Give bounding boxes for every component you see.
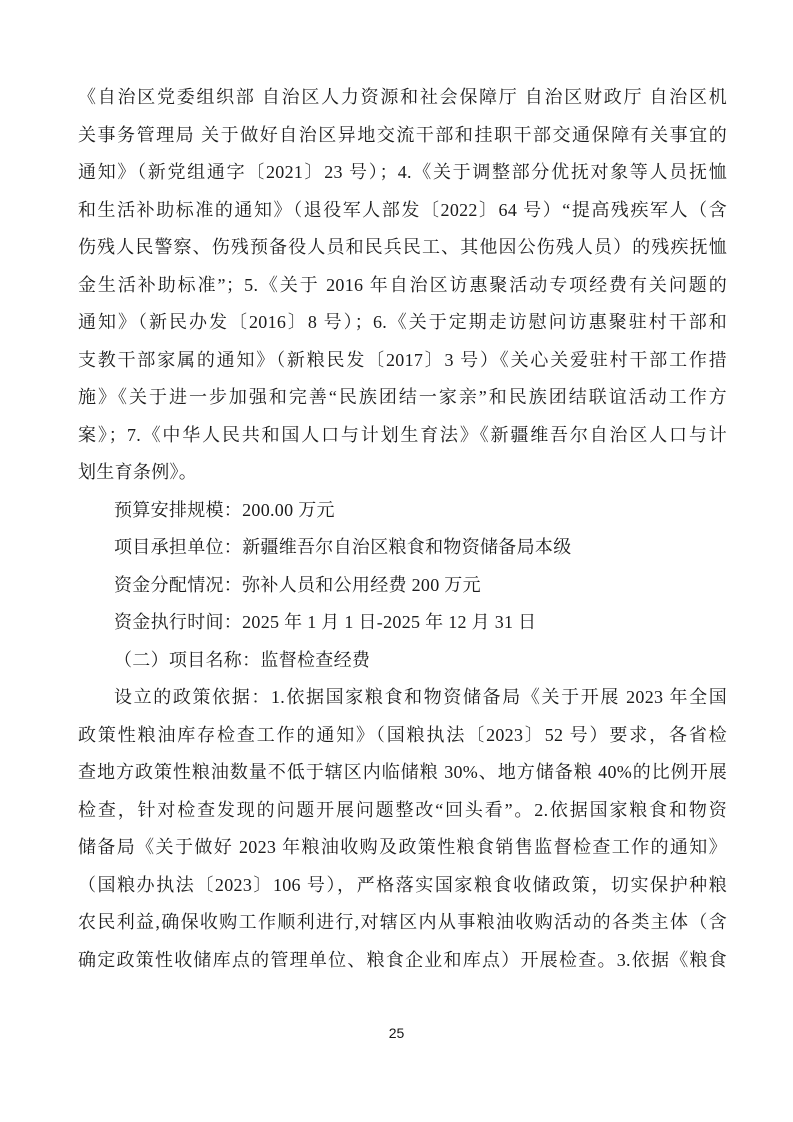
policy-basis-line: 政策性粮油库存检查工作的通知》（国粮执法〔2023〕52 号）要求，各省检	[78, 724, 727, 745]
policy-list-line: 和生活补助标准的通知》（退役军人部发〔2022〕64 号）“提高残疾军人（含	[78, 199, 727, 220]
page-footer	[0, 1025, 793, 1041]
policy-list-line: 关事务管理局 关于做好自治区异地交流干部和挂职干部交通保障有关事宜的	[78, 124, 727, 145]
policy-list-end-line: 划生育条例》。	[78, 462, 198, 482]
policy-list-line: 支教干部家属的通知》（新粮民发〔2017〕3 号）《关心关爱驻村干部工作措	[78, 349, 727, 370]
policy-basis-line: 确定政策性收储库点的管理单位、粮食企业和库点）开展检查。3.依据《粮食	[78, 949, 727, 970]
policy-basis-line: 农民利益,确保收购工作顺利进行,对辖区内从事粮油收购活动的各类主体（含	[78, 912, 727, 932]
policy-basis-line: （国粮办执法〔2023〕106 号），严格落实国家粮食收储政策，切实保护种粮	[78, 874, 727, 895]
undertaking-unit-line: 项目承担单位：新疆维吾尔自治区粮食和物资储备局本级	[114, 537, 572, 557]
budget-scale-line: 预算安排规模：200.00 万元	[114, 499, 335, 520]
page-number: 25	[388, 1025, 405, 1041]
fund-execution-line: 资金执行时间：2025 年 1 月 1 日-2025 年 12 月 31 日	[114, 612, 537, 632]
policy-basis-line: 查地方政策性粮油数量不低于辖区内临储粮 30%、地方储备粮 40%的比例开展	[78, 762, 727, 782]
policy-list-line: 金生活补助标准”；5.《关于 2016 年自治区访惠聚活动专项经费有关问题的	[78, 274, 727, 295]
policy-list-line: 案》；7.《中华人民共和国人口与计划生育法》《新疆维吾尔自治区人口与计	[78, 424, 727, 445]
policy-list-line: 通知》（新党组通字〔2021〕23 号）；4.《关于调整部分优抚对象等人员抚恤	[78, 162, 727, 182]
project-2-name-line: （二）项目名称：监督检查经费	[114, 649, 371, 670]
policy-list-line: 施》《关于进一步加强和完善“民族团结一家亲”和民族团结联谊活动工作方	[78, 387, 727, 407]
policy-basis-line: 检查，针对检查发现的问题开展问题整改“回头看”。2.依据国家粮食和物资	[78, 799, 727, 820]
document-body	[78, 79, 727, 979]
policy-basis-line: 设立的政策依据：1.依据国家粮食和物资储备局《关于开展 2023 年全国	[114, 687, 727, 707]
fund-allocation-line: 资金分配情况：弥补人员和公用经费 200 万元	[114, 574, 481, 595]
policy-list-line: 通知》（新民办发〔2016〕8 号）；6.《关于定期走访慰问访惠聚驻村干部和	[78, 312, 727, 332]
policy-list-line: 《自治区党委组织部 自治区人力资源和社会保障厅 自治区财政厅 自治区机	[78, 87, 727, 107]
policy-list-line: 伤残人民警察、伤残预备役人员和民兵民工、其他因公伤残人员）的残疾抚恤	[78, 237, 727, 257]
policy-basis-line: 储备局《关于做好 2023 年粮油收购及政策性粮食销售监督检查工作的通知》	[78, 837, 727, 857]
